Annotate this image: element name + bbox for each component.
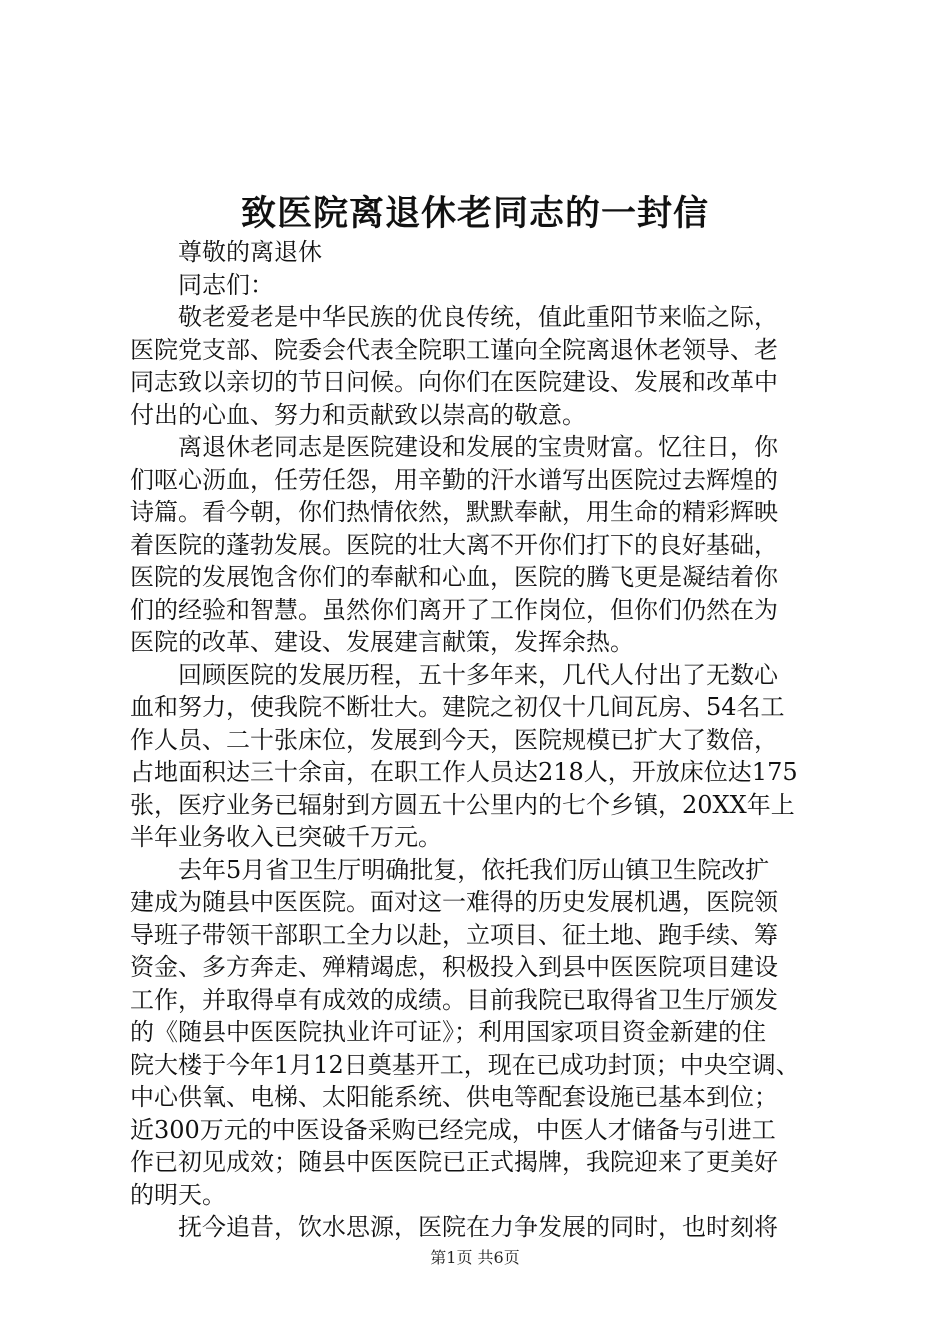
text-line: 院大楼于今年1月12日奠基开工，现在已成功封顶；中央空调、 bbox=[130, 1050, 800, 1079]
page-number: 第1页 共6页 bbox=[430, 1248, 520, 1267]
text-line: 工作，并取得卓有成效的成绩。目前我院已取得省卫生厅颁发 bbox=[130, 985, 778, 1014]
text-line: 半年业务收入已突破千万元。 bbox=[130, 823, 442, 851]
text-line: 资金、多方奔走、殚精竭虑，积极投入到县中医医院项目建设 bbox=[130, 953, 778, 981]
text-line: 导班子带领干部职工全力以赴，立项目、征土地、跑手续、筹 bbox=[130, 920, 778, 949]
text-line: 离退休老同志是医院建设和发展的宝贵财富。忆往日，你 bbox=[178, 433, 778, 461]
text-line: 同志致以亲切的节日问候。向你们在医院建设、发展和改革中 bbox=[130, 368, 778, 396]
text-line: 抚今追昔，饮水思源，医院在力争发展的同时，也时刻将 bbox=[178, 1213, 778, 1241]
text-line: 尊敬的离退休 bbox=[178, 238, 322, 266]
text-line: 诗篇。看今朝，你们热情依然，默默奉献，用生命的精彩辉映 bbox=[130, 498, 778, 526]
text-line: 的《随县中医医院执业许可证》；利用国家项目资金新建的住 bbox=[130, 1018, 766, 1046]
text-line: 回顾医院的发展历程，五十多年来，几代人付出了无数心 bbox=[178, 660, 778, 689]
text-line: 们呕心沥血，任劳任怨，用辛勤的汗水谱写出医院过去辉煌的 bbox=[130, 465, 778, 494]
text-line: 着医院的蓬勃发展。医院的壮大离不开你们打下的良好基础， bbox=[130, 530, 778, 559]
text-line: 建成为随县中医医院。面对这一难得的历史发展机遇，医院领 bbox=[130, 888, 778, 916]
text-line: 近300万元的中医设备采购已经完成，中医人才储备与引进工 bbox=[130, 1115, 776, 1144]
text-line: 医院的改革、建设、发展建言献策，发挥余热。 bbox=[130, 628, 634, 656]
text-line: 占地面积达三十余亩，在职工作人员达218人，开放床位达175 bbox=[130, 758, 798, 786]
text-line: 医院的发展饱含你们的奉献和心血，医院的腾飞更是凝结着你 bbox=[130, 563, 778, 591]
text-line: 付出的心血、努力和贡献致以崇高的敬意。 bbox=[130, 400, 586, 429]
text-line: 作人员、二十张床位，发展到今天，医院规模已扩大了数倍， bbox=[130, 725, 778, 754]
text-line: 作已初见成效；随县中医医院已正式揭牌，我院迎来了更美好 bbox=[130, 1148, 778, 1176]
text-line: 医院党支部、院委会代表全院职工谨向全院离退休老领导、老 bbox=[130, 335, 778, 364]
text-line: 同志们： bbox=[178, 270, 274, 299]
text-line: 敬老爱老是中华民族的优良传统，值此重阳节来临之际， bbox=[178, 303, 778, 331]
text-line: 的明天。 bbox=[130, 1180, 226, 1209]
text-line: 去年5月省卫生厅明确批复，依托我们厉山镇卫生院改扩 bbox=[178, 855, 770, 884]
document-title: 致医院离退休老同志的一封信 bbox=[240, 193, 709, 234]
text-line: 血和努力，使我院不断壮大。建院之初仅十几间瓦房、54名工 bbox=[130, 693, 785, 721]
text-line: 中心供氧、电梯、太阳能系统、供电等配套设施已基本到位； bbox=[130, 1083, 778, 1111]
text-line: 张，医疗业务已辐射到方圆五十公里内的七个乡镇，20XX年上 bbox=[130, 790, 795, 819]
document-body bbox=[130, 236, 830, 1244]
text-line: 们的经验和智慧。虽然你们离开了工作岗位，但你们仍然在为 bbox=[130, 595, 778, 624]
